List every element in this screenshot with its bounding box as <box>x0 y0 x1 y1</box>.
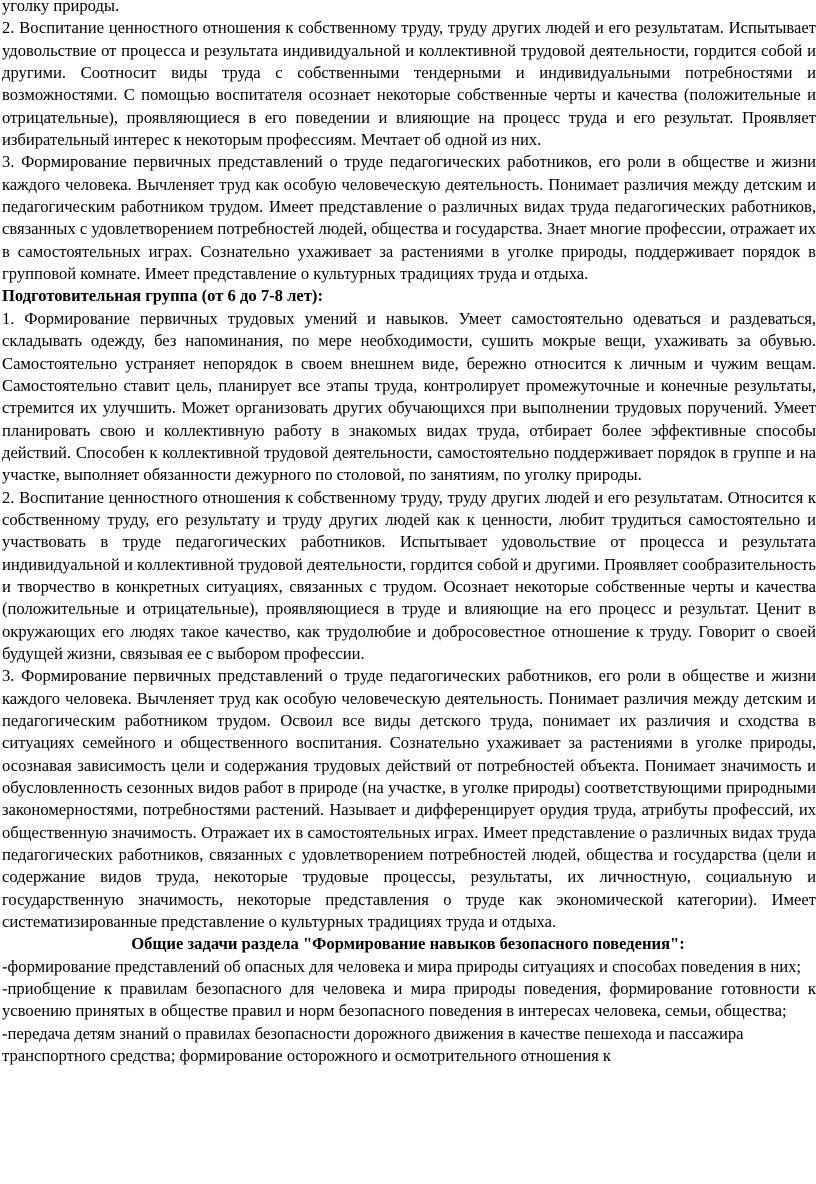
section-heading-safety: Общие задачи раздела "Формирование навыков безопасного поведения": <box>131 934 685 954</box>
paragraph-labor-concepts-senior: 3. Формирование первичных представлений о труде педагогических работников, его роли в обществе и жизни каждого человека. Вычленяет труд как особую человеческую деятельность. Понимает различия между детским и педагогическим работником трудом. Имеет представление о различных видах труда педагогических работников, связанных с удовлетворением потребностей людей, общества и государства. Знает многие профессии, отражает их в самостоятельных играх. Сознательно ухаживает за растениями в уголке природы, поддерживает порядок в групповой комнате. Имеет представление о культурных традициях труда и отдыха. <box>2 152 816 284</box>
list-item-safety-2: -приобщение к правилам безопасного для человека и мира природы поведения, формирование готовности к усвоению принятых в обществе правил и норм безопасного поведения в интересах человека, семьи, общества; <box>2 979 816 1021</box>
section-heading-preparatory-group: Подготовительная группа (от 6 до 7-8 лет): <box>2 286 323 306</box>
list-item-safety-1: -формирование представлений об опасных для человека и мира природы ситуациях и способах поведения в них; <box>2 956 801 976</box>
list-item-safety-3: -передача детям знаний о правилах безопасности дорожного движения в качестве пешехода и пассажира транспортного средства; формирование осторожного и осмотрительного отношения к <box>2 1023 744 1066</box>
paragraph-labor-concepts: 3. Формирование первичных представлений о труде педагогических работников, его роли в обществе и жизни каждого человека. Вычленяет труд как особую человеческую деятельность. Понимает различия между детским и педагогическим работником трудом. Освоил все виды детского труда, понимает их различия и сходства в ситуациях семейного и общественного воспитания. Сознательно ухаживает за растениями в уголке природы, осознавая зависимость цели и содержания трудовых действий от потребностей объекта. Понимает значимость и обусловленность сезонных видов работ в природе (на участке, в уголке природы) соответствующими природными закономерностями, потребностями растений. Называет и дифференцирует орудия труда, атрибуты профессий, их общественную значимость. Отражает их в самостоятельных играх. Имеет представление о различных видах труда педагогических работников, связанных с удовлетворением потребностей людей, общества и государства (цели и содержание видов труда, некоторые трудовые процессы, результаты, их личностную, социальную и государственную значимость, некоторые представления о труде как экономической категории). Имеет систематизированные представление о культурных традициях труда и отдыха. <box>2 666 816 932</box>
paragraph-labor-values: 2. Воспитание ценностного отношения к собственному труду, труду других людей и его результатам. Относится к собственному труду, его результату и труду других людей как к ценности, любит трудиться самостоятельно и участвовать в труде педагогических работников. Испытывает удовольствие от процесса и результата индивидуальной и коллективной трудовой деятельности, гордится собой и другими. Проявляет сообразительность и творчество в конкретных ситуациях, связанных с трудом. Осознает некоторые собственные черты и качества (положительные и отрицательные), проявляющиеся в труде и влияющие на его процесс и результат. Ценит в окружающих его людях такое качество, как трудолюбие и добросовестное отношение к труду. Говорит о своей будущей жизни, связывая ее с выбором профессии. <box>2 487 816 663</box>
paragraph-labor-skills: 1. Формирование первичных трудовых умений и навыков. Умеет самостоятельно одеваться и раздеваться, складывать одежду, без напоминания, по мере необходимости, сушить мокрые вещи, ухаживать за обувью. Самостоятельно устраняет непорядок в своем внешнем виде, бережно относится к личным и чужим вещам. Самостоятельно ставит цель, планирует все этапы труда, контролирует промежуточные и конечные результаты, стремится их улучшить. Может организовать других обучающихся при выполнении трудовых поручений. Умеет планировать свою и коллективную работу в знакомых видах труда, отбирает более эффективные способы действий. Способен к коллективной трудовой деятельности, самостоятельно поддерживает порядок в группе и на участке, выполняет обязанности дежурного по столовой, по занятиям, по уголку природы. <box>2 308 816 485</box>
paragraph-labor-values-senior: 2. Воспитание ценностного отношения к собственному труду, труду других людей и его результатам. Испытывает удовольствие от процесса и результата индивидуальной и коллективной трудовой деятельности, гордится собой и другими. Соотносит виды труда с собственными тендерными и индивидуальными потребностями и возможностями. С помощью воспитателя осознает некоторые собственные черты и качества (положительные и отрицательные), проявляющиеся в его поведении и влияющие на процесс труда и его результат. Проявляет избирательный интерес к некоторым профессиям. Мечтает об одной из них. <box>2 18 816 150</box>
paragraph-continuation: уголку природы. <box>2 0 120 15</box>
